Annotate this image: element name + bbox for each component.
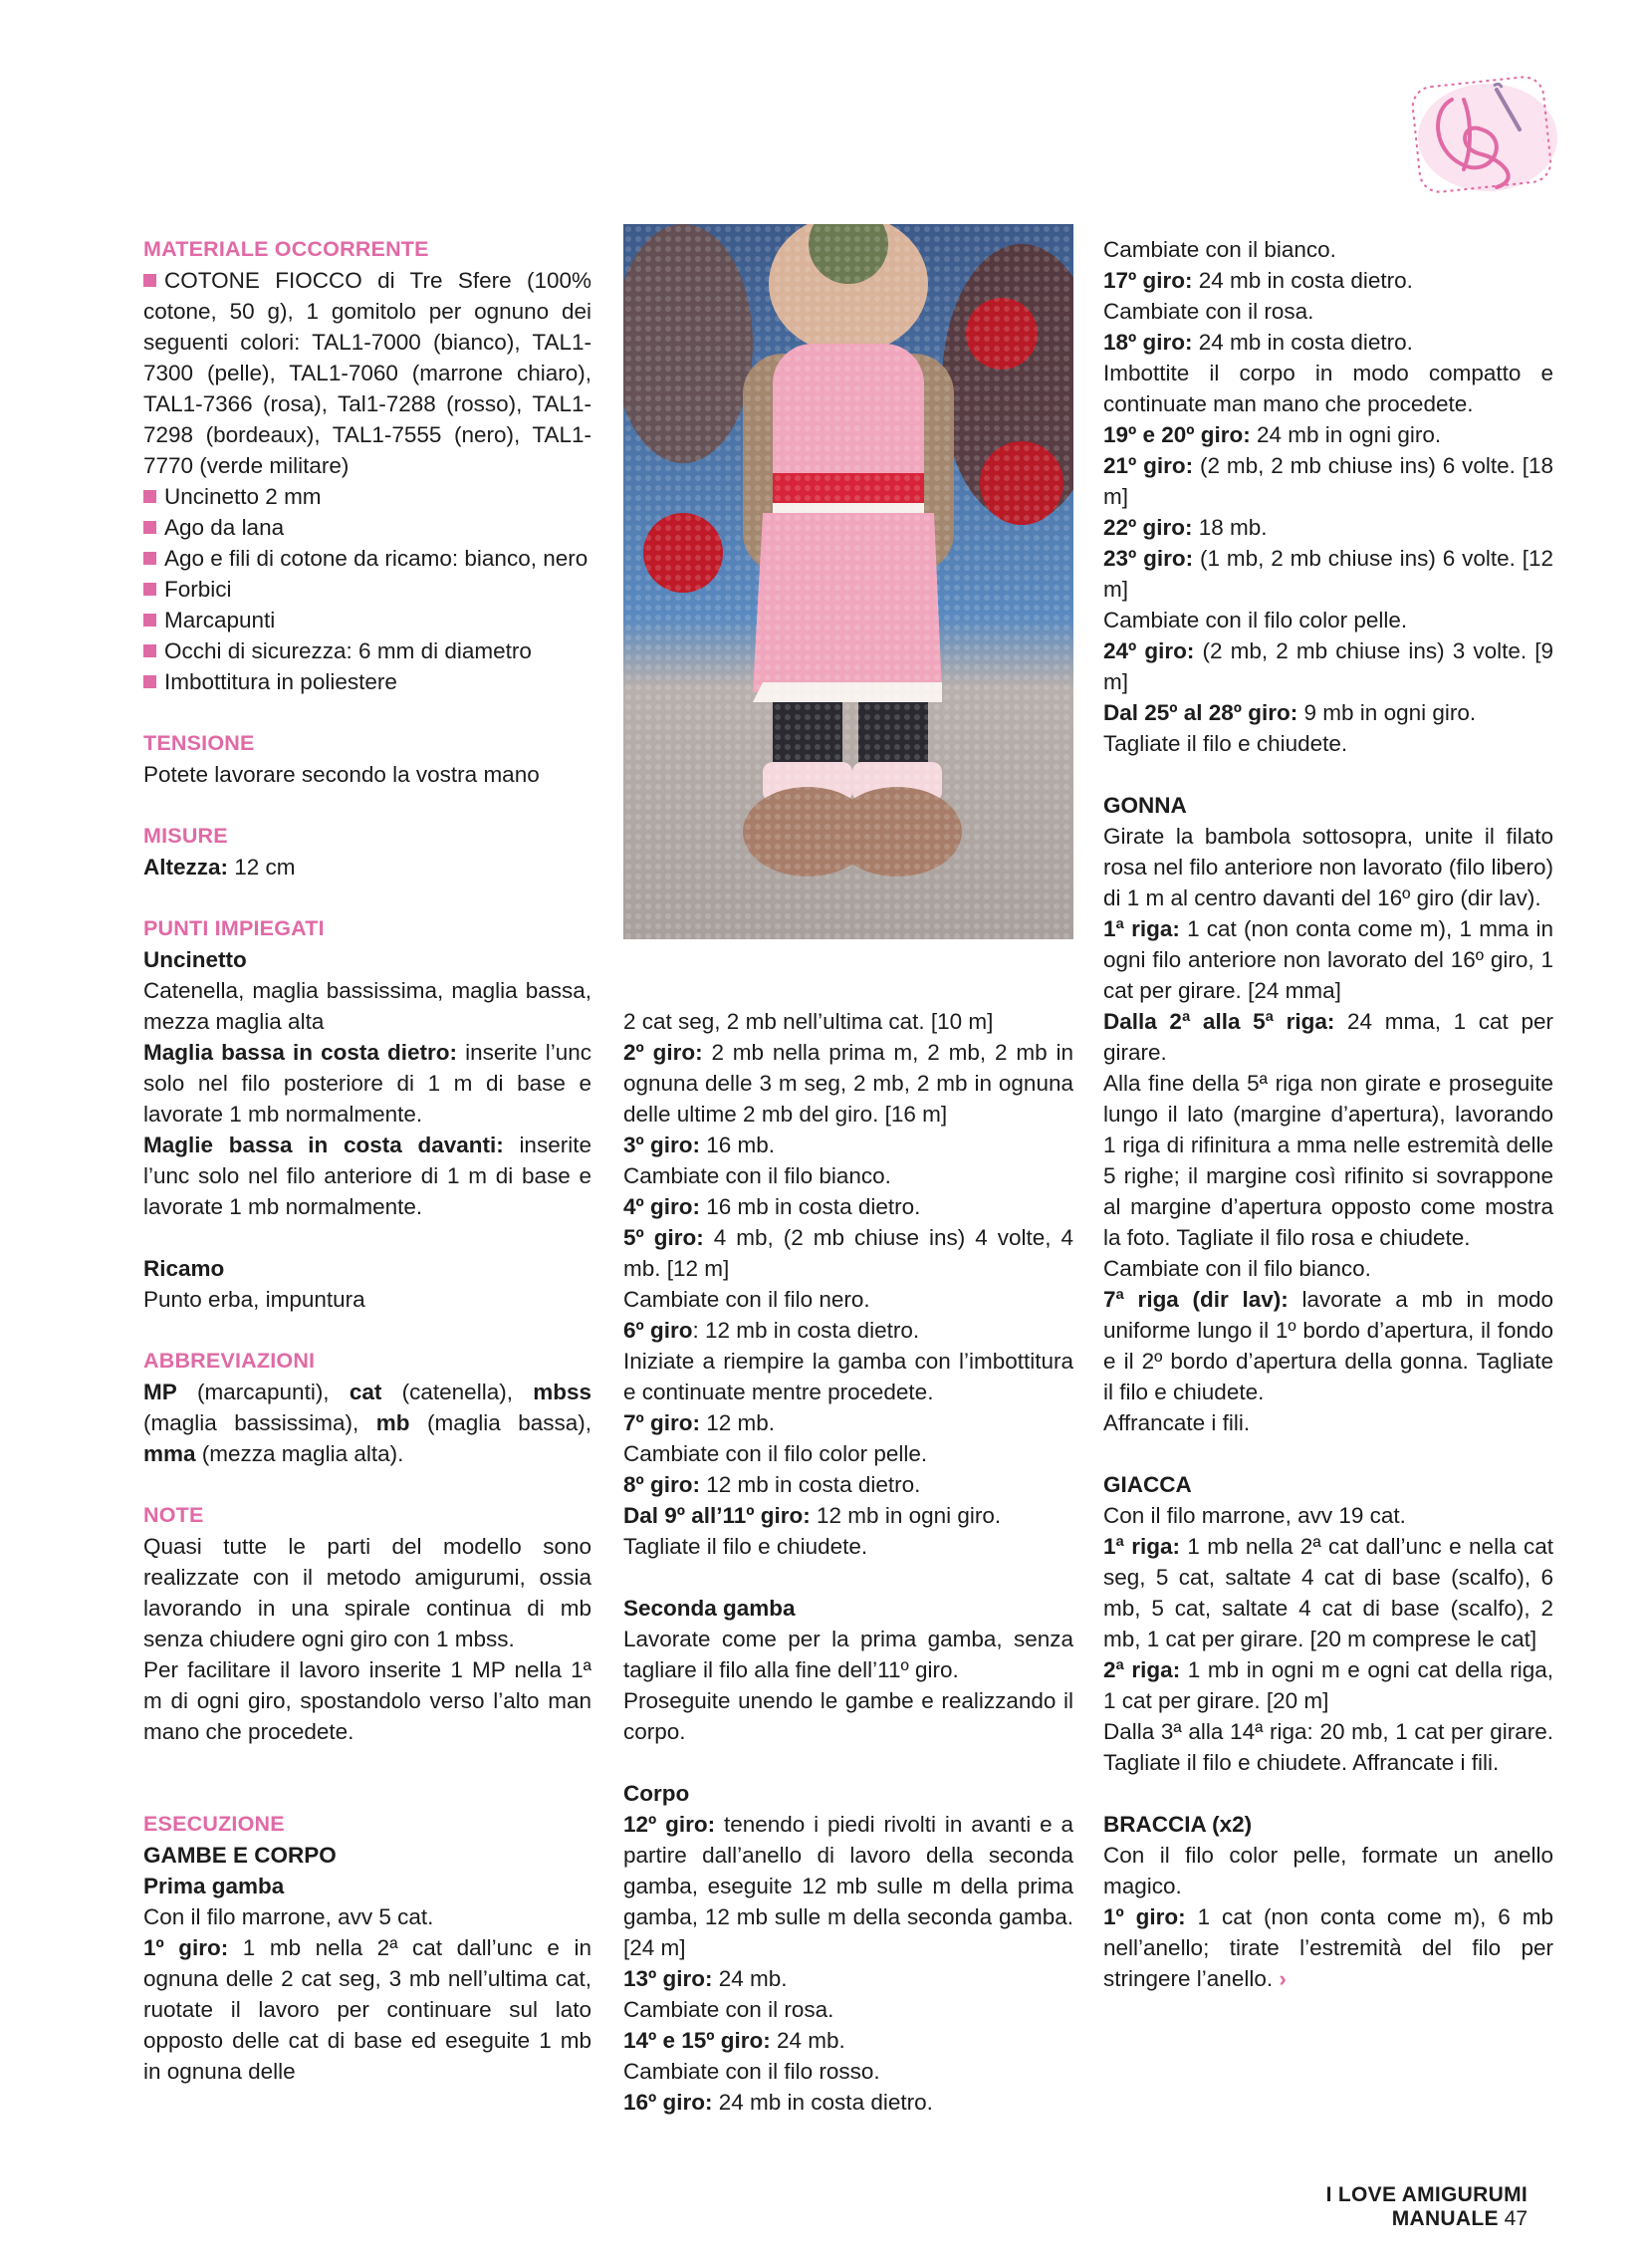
heading-abbreviazioni: ABBREVIAZIONI [143,1349,316,1373]
row-1: 1ª riga: 1 cat (non conta come m), 1 mma in ogni filo anteriore non lavorato del 16º giro, 1 cat per girare. [24 mma] [1103,916,1553,1003]
round-18: 18º giro: 24 mb in costa dietro. [1103,330,1413,355]
round-22: 22º giro: 18 mb. [1103,515,1268,540]
column-1 [143,234,591,2087]
material-item: Marcapunti [143,605,591,635]
magazine-logo [1402,70,1559,197]
heading-punti: PUNTI IMPIEGATI [143,916,325,940]
round-19-20: 19º e 20º giro: 24 mb in ogni giro. [1103,422,1442,447]
tension-text: Potete lavorare secondo la vostra mano [143,762,540,787]
round-12: 12º giro: tenendo i piedi rivolti in avanti e a partire dall’anello di lavoro della seconda gamba, eseguite 12 mb sulle m della prima gamba, 12 mb sulle m della seconda gamba. [24 m] [623,1812,1073,1960]
round-1: 1º giro: 1 cat (non conta come m), 6 mb nell’anello; tirate l’estremità del filo per stringere l’anello. › [1103,1904,1553,1991]
instruction: Iniziate a riempire la gamba con l’imbottitura e continuate mentre procedete. [623,1349,1073,1404]
instruction: Dalla 3ª alla 14ª riga: 20 mb, 1 cat per girare. Tagliate il filo e chiudete. Affrancate i fili. [1103,1719,1553,1775]
instruction: Con il filo color pelle, formate un anello magico. [1103,1843,1553,1898]
round-8: 8º giro: 12 mb in costa dietro. [623,1472,921,1497]
material-item: Forbici [143,574,591,605]
material-item: COTONE FIOCCO di Tre Sfere (100% cotone, 50 g), 1 gomitolo per ognuno dei seguenti colori: TAL1-7000 (bianco), TAL1-7300 (pelle), TAL1-7060 (marrone chiaro), TAL1-7366 (rosa), Tal1-7288 (rosso), TAL1-7298 (bordeaux), TAL1-7555 (nero), TAL1-7770 (verde militare) [143,265,591,481]
color-change: Cambiate con il filo rosso. [623,2059,880,2084]
color-change: Cambiate con il filo bianco. [623,1163,891,1188]
text-line: 2 cat seg, 2 mb nell’ultima cat. [10 m] [623,1009,994,1034]
heading-gonna: GONNA [1103,793,1187,818]
instruction: Affrancate i fili. [1103,1410,1251,1435]
color-change: Cambiate con il filo bianco. [1103,1256,1371,1281]
instruction: Girate la bambola sottosopra, unite il filato rosa nel filo anteriore non lavorato (filo libero) di 1 m al centro davanti del 16º giro (dir lav). [1103,824,1553,910]
heading-note: NOTE [143,1503,204,1527]
round-4: 4º giro: 16 mb in costa dietro. [623,1194,921,1219]
row-2: 2ª riga: 1 mb in ogni m e ogni cat della riga, 1 cat per girare. [20 m] [1103,1657,1553,1713]
abbreviations-text: MP (marcapunti), cat (catenella), mbss (maglia bassissima), mb (maglia bassa), mma (mezza maglia alta). [143,1380,592,1466]
round-9-11: Dal 9º all’11º giro: 12 mb in ogni giro. [623,1503,1002,1528]
row-2-5: Dalla 2ª alla 5ª riga: 24 mma, 1 cat per girare. [1103,1009,1553,1065]
heading-braccia: BRACCIA (x2) [1103,1812,1253,1837]
material-item: Occhi di sicurezza: 6 mm di diametro [143,635,591,666]
heading-misure: MISURE [143,824,228,848]
round-2: 2º giro: 2 mb nella prima m, 2 mb, 2 mb in ognuna delle 3 m seg, 2 mb, 2 mb in ognuna delle ultime 2 mb del giro. [16 m] [623,1040,1073,1127]
round-7: 7º giro: 12 mb. [623,1410,776,1435]
instruction: Tagliate il filo e chiudete. [623,1534,868,1559]
column-3 [1103,234,1553,1994]
heading-tensione: TENSIONE [143,731,255,755]
heading-materiale: MATERIALE OCCORRENTE [143,237,429,261]
size-line: Altezza: 12 cm [143,855,296,880]
instruction: Imbottite il corpo in modo compatto e continuate man mano che procedete. [1103,361,1553,416]
stitch-text: Maglie bassa in costa davanti: inserite l’unc solo nel filo anteriore di 1 m di base e lavorate 1 mb normalmente. [143,1133,591,1219]
color-change: Cambiate con il bianco. [1103,237,1336,262]
instruction: Lavorate come per la prima gamba, senza tagliare il filo alla fine dell’11º giro. [623,1627,1073,1682]
round-3: 3º giro: 16 mb. [623,1133,776,1157]
sub-corpo: Corpo [623,1781,690,1806]
material-item: Ago da lana [143,512,591,543]
color-change: Cambiate con il rosa. [1103,299,1314,324]
instruction: Con il filo marrone, avv 19 cat. [1103,1503,1406,1528]
note-text: Quasi tutte le parti del modello sono realizzate con il metodo amigurumi, ossia lavorando in una spirale continua di mb senza chiudere ogni giro con 1 mbss. [143,1534,591,1651]
round-21: 21º giro: (2 mb, 2 mb chiuse ins) 6 volte. [18 m] [1103,453,1553,509]
round-25-28: Dal 25º al 28º giro: 9 mb in ogni giro. [1103,700,1477,725]
round-13: 13º giro: 24 mb. [623,1966,788,1991]
material-item: Imbottitura in poliestere [143,666,591,697]
heading-giacca: GIACCA [1103,1472,1192,1497]
instruction: Tagliate il filo e chiudete. [1103,731,1348,756]
row-1: 1ª riga: 1 mb nella 2ª cat dall’unc e nella cat seg, 5 cat, saltate 4 cat di base (scalfo), 6 mb, 5 cat, saltate 4 cat di base (scalfo), 2 mb, 1 cat per girare. [20 m comprese le cat] [1103,1534,1553,1651]
magazine-title: I LOVE AMIGURUMI MANUALE [1325,2183,1528,2230]
round-16: 16º giro: 24 mb in costa dietro. [623,2090,933,2115]
continue-arrow-icon: › [1279,1966,1287,1991]
sub-uncinetto: Uncinetto [143,947,247,972]
round-17: 17º giro: 24 mb in costa dietro. [1103,268,1413,293]
column-2 [623,1006,1073,2118]
round-1: 1º giro: 1 mb nella 2ª cat dall’unc e in ognuna delle 2 cat seg, 3 mb nell’ultima cat, ruotate il lavoro per continuare sul lato opposto delle cat di base ed eseguite 1 mb in ognuna delle [143,1935,591,2084]
sub-prima-gamba: Prima gamba [143,1874,285,1898]
color-change: Cambiate con il rosa. [623,1997,834,2022]
round-23: 23º giro: (1 mb, 2 mb chiuse ins) 6 volte. [12 m] [1103,546,1553,602]
heading-esecuzione: ESECUZIONE [143,1812,285,1836]
color-change: Cambiate con il filo nero. [623,1287,870,1312]
color-change: Cambiate con il filo color pelle. [623,1441,928,1466]
stitch-text: Punto erba, impuntura [143,1287,365,1312]
sub-seconda-gamba: Seconda gamba [623,1596,796,1621]
row-7: 7ª riga (dir lav): lavorate a mb in modo uniforme lungo il 1º bordo d’apertura, il fondo e il 2º bordo d’apertura della gonna. Tagliate il filo e chiudete. [1103,1287,1553,1404]
sub-gambe-corpo: GAMBE E CORPO [143,1843,337,1868]
exec-text: Con il filo marrone, avv 5 cat. [143,1904,434,1929]
doll-photo [623,224,1073,939]
page-footer [1245,2183,1528,2231]
color-change: Cambiate con il filo color pelle. [1103,608,1408,632]
round-5: 5º giro: 4 mb, (2 mb chiuse ins) 4 volte, 4 mb. [12 m] [623,1225,1073,1281]
material-item: Ago e fili di cotone da ricamo: bianco, nero [143,543,591,574]
note-text: Per facilitare il lavoro inserite 1 MP nella 1ª m di ogni giro, spostandolo verso l’alto man mano che procedete. [143,1657,591,1744]
round-6: 6º giro: 12 mb in costa dietro. [623,1318,920,1343]
stitch-text: Maglia bassa in costa dietro: inserite l’unc solo nel filo posteriore di 1 m di base e lavorate 1 mb normalmente. [143,1040,591,1127]
instruction: Alla fine della 5ª riga non girate e proseguite lungo il lato (margine d’apertura), lavorando 1 riga di rifinitura a mma nelle estremità delle 5 righe; il margine così rifinito si sovrappone al margine d’apertura opposto come mostra la foto. Tagliate il filo rosa e chiudete. [1103,1071,1553,1250]
stitch-text: Catenella, maglia bassissima, maglia bassa, mezza maglia alta [143,978,591,1034]
round-14-15: 14º e 15º giro: 24 mb. [623,2028,845,2053]
page-number: 47 [1504,2207,1528,2230]
instruction: Proseguite unendo le gambe e realizzando il corpo. [623,1688,1073,1744]
round-24: 24º giro: (2 mb, 2 mb chiuse ins) 3 volte. [9 m] [1103,638,1553,694]
material-item: Uncinetto 2 mm [143,481,591,512]
sub-ricamo: Ricamo [143,1256,225,1281]
